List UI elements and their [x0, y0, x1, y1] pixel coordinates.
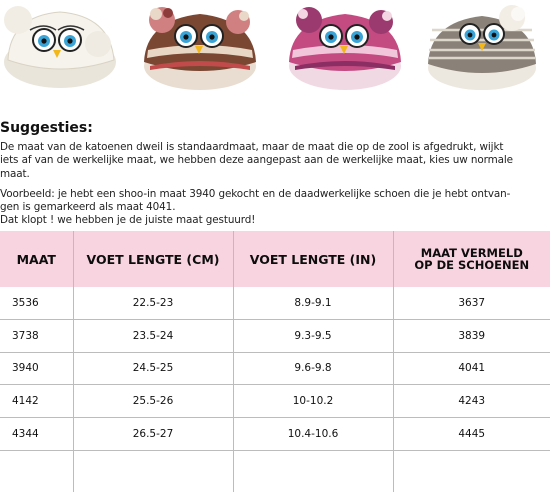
header-voet-lengte-cm: VOET LENGTE (CM) — [73, 231, 233, 287]
size-chart-table — [0, 231, 550, 492]
cell-maat: 4142 — [0, 385, 73, 418]
cell-voet-cm: 26.5-27 — [73, 418, 233, 451]
table-row — [0, 287, 550, 319]
cell-vermeld: 3839 — [393, 319, 550, 352]
white-owl-slipper-image — [0, 0, 122, 96]
product-image-strip — [0, 0, 550, 100]
cell-maat: 4344 — [0, 418, 73, 451]
grey-owl-slipper-image — [420, 0, 542, 96]
header-voet-lengte-in: VOET LENGTE (IN) — [233, 231, 393, 287]
cell-voet-in: 9.3-9.5 — [233, 319, 393, 352]
header-maat-vermeld-line-1: MAAT VERMELD — [420, 246, 523, 260]
table-row-empty — [0, 450, 550, 492]
cell-empty — [0, 450, 73, 492]
cell-voet-in: 9.6-9.8 — [233, 352, 393, 385]
table-row — [0, 352, 550, 385]
cell-voet-cm: 24.5-25 — [73, 352, 233, 385]
suggestions-paragraph-1 — [0, 141, 548, 181]
cell-empty — [73, 450, 233, 492]
cell-voet-in: 8.9-9.1 — [233, 287, 393, 319]
para1-line-3: maat. — [0, 167, 30, 180]
cell-voet-cm: 22.5-23 — [73, 287, 233, 319]
cell-vermeld: 4243 — [393, 385, 550, 418]
brown-owl-slipper-image — [138, 0, 260, 96]
cell-vermeld: 3637 — [393, 287, 550, 319]
table-row — [0, 319, 550, 352]
suggestions-paragraph-2 — [0, 188, 548, 228]
header-maat-vermeld-line-2: OP DE SCHOENEN — [414, 258, 530, 272]
suggestions-heading: Suggesties: — [0, 120, 93, 136]
para1-line-1: De maat van de katoenen dweil is standaardmaat, maar de maat die op de zool is afgedrukt, wijkt — [0, 141, 504, 153]
cell-vermeld: 4041 — [393, 352, 550, 385]
cell-voet-in: 10.4-10.6 — [233, 418, 393, 451]
header-maat-vermeld — [393, 231, 550, 287]
cell-voet-in: 10-10.2 — [233, 385, 393, 418]
cell-maat: 3738 — [0, 319, 73, 352]
cell-vermeld: 4445 — [393, 418, 550, 451]
cell-voet-cm: 25.5-26 — [73, 385, 233, 418]
table-row — [0, 418, 550, 451]
cell-maat: 3536 — [0, 287, 73, 319]
para2-line-3: Dat klopt ! we hebben je de juiste maat gestuurd! — [0, 214, 256, 227]
cell-empty — [233, 450, 393, 492]
cell-maat: 3940 — [0, 352, 73, 385]
cell-voet-cm: 23.5-24 — [73, 319, 233, 352]
suggestions-section — [0, 120, 548, 228]
cell-empty — [393, 450, 550, 492]
para2-line-1: Voorbeeld: je hebt een shoo-in maat 3940 gekocht en de daadwerkelijke schoen die je hebt ontvan- — [0, 187, 511, 200]
para1-line-2: iets af van de werkelijke maat, we hebben deze aangepast aan de werkelijke maat, kies uw normale — [0, 154, 513, 167]
header-maat: MAAT — [0, 231, 73, 287]
table-row — [0, 385, 550, 418]
para2-line-2: gen is gemarkeerd als maat 4041. — [0, 201, 176, 214]
pink-owl-slipper-image — [283, 0, 405, 96]
size-table-header-row — [0, 231, 550, 287]
